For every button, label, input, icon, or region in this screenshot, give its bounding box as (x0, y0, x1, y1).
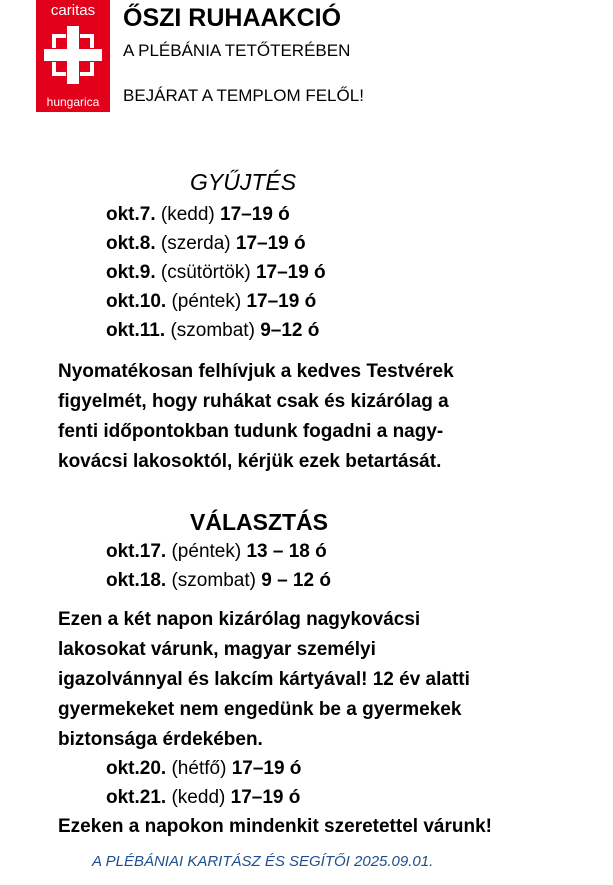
extra-date-row (106, 786, 300, 810)
page-title: ŐSZI RUHAAKCIÓ (123, 4, 342, 32)
logo-top-text: caritas (50, 2, 96, 19)
time: 17–19 ó (231, 758, 302, 779)
collection-date-row (106, 319, 319, 343)
day: (csütörtök) (160, 262, 251, 283)
footer-signature: A PLÉBÁNIAI KARITÁSZ ÉS SEGÍTŐI 2025.09.01. (92, 853, 434, 870)
closing-line: Ezeken a napokon mindenkit szeretettel várunk! (58, 816, 492, 837)
selection-notice (58, 605, 470, 755)
date: okt.11. (106, 320, 166, 341)
notice-line: lakosokat várunk, magyar személyi (58, 639, 376, 660)
notice-line: figyelmét, hogy ruhákat csak és kizárólag a (58, 391, 449, 412)
notice-line: igazolvánnyal és lakcím kártyával! 12 év alatti (58, 669, 470, 690)
time: 17–19 ó (220, 204, 290, 225)
notice-line: kovácsi lakosoktól, kérjük ezek betartását. (58, 451, 442, 472)
collection-date-row (106, 261, 326, 285)
date: okt.17. (106, 541, 167, 562)
time: 13 – 18 ó (246, 541, 327, 562)
logo-bottom-text: hungarica (46, 95, 100, 109)
day: (péntek) (171, 541, 242, 562)
day: (kedd) (160, 204, 215, 225)
page-subtitle: A PLÉBÁNIA TETŐTERÉBEN (123, 41, 351, 60)
time: 9 – 12 ó (261, 570, 331, 591)
extra-date-row (106, 757, 301, 781)
collection-date-row (106, 232, 306, 256)
day: (péntek) (171, 291, 242, 312)
date: okt.21. (106, 787, 167, 808)
caritas-cross-icon (43, 24, 103, 86)
date: okt.9. (106, 262, 156, 283)
notice-line: biztonsága érdekében. (58, 729, 263, 750)
date: okt.18. (106, 570, 167, 591)
time: 17–19 ó (235, 233, 306, 254)
date: okt.8. (106, 233, 156, 254)
date: okt.7. (106, 204, 156, 225)
entrance-note: BEJÁRAT A TEMPLOM FELŐL! (123, 86, 364, 105)
date: okt.20. (106, 758, 167, 779)
notice-line: gyermekeket nem engedünk be a gyermekek (58, 699, 462, 720)
selection-date-row (106, 540, 327, 564)
selection-date-row (106, 569, 331, 593)
time: 9–12 ó (260, 320, 320, 341)
time: 17–19 ó (255, 262, 326, 283)
date: okt.10. (106, 291, 167, 312)
day: (hétfő) (171, 758, 227, 779)
day: (szombat) (171, 570, 256, 591)
day: (szombat) (170, 320, 255, 341)
time: 17–19 ó (246, 291, 317, 312)
caritas-logo (36, 0, 110, 112)
collection-date-row (106, 290, 316, 314)
collection-title: GYŰJTÉS (190, 169, 297, 195)
time: 17–19 ó (230, 787, 301, 808)
notice-line: Nyomatékosan felhívjuk a kedves Testvérek (58, 361, 454, 382)
collection-notice (58, 357, 454, 477)
notice-line: fenti időpontokban tudunk fogadni a nagy- (58, 421, 444, 442)
notice-line: Ezen a két napon kizárólag nagykovácsi (58, 609, 421, 630)
collection-date-row (106, 203, 290, 227)
day: (szerda) (160, 233, 231, 254)
selection-title: VÁLASZTÁS (190, 509, 328, 535)
day: (kedd) (171, 787, 226, 808)
